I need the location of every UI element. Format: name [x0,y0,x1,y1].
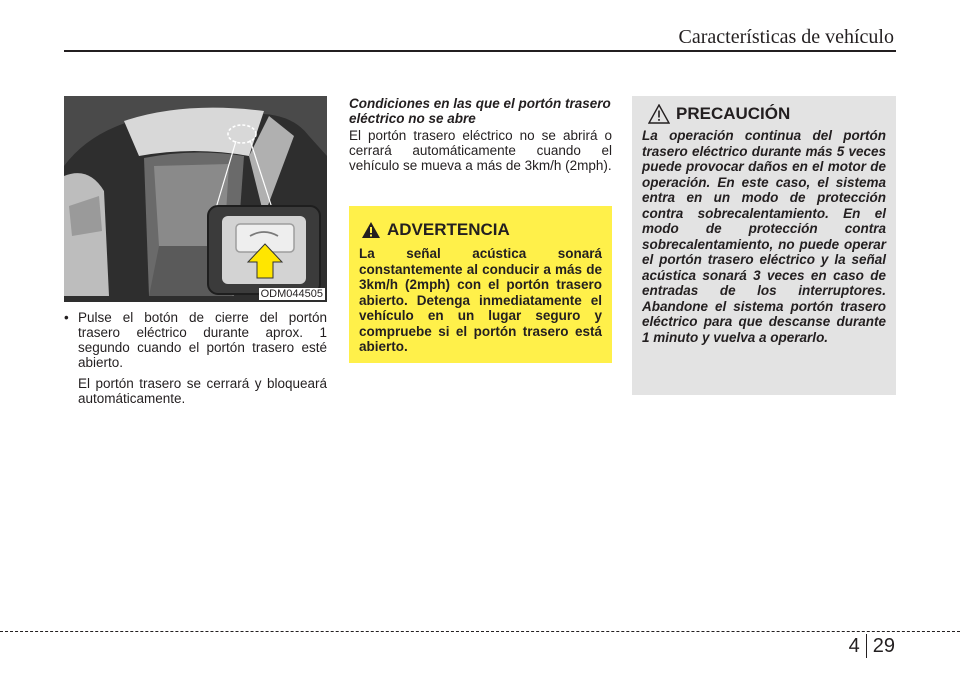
warning-title: ADVERTENCIA [387,220,510,239]
tailgate-illustration [64,96,327,302]
warning-triangle-icon [361,221,381,239]
caution-text: La operación continua del portón trasero eléctrico durante más 5 veces puede provocar daños en el motor de operación. En este caso, el sistema entra en un modo de protección contra sobrecalentamiento. En el modo de protección contra sobrecalentamiento, no puede operar el portón trasero eléctrico y la señal acústica sonará 3 veces en caso de entradas de los interruptores. Abandone el sistema portón trasero eléctrico para que descanse durante 1 minuto y vuelva a operarlo. [642,128,886,345]
warning-text: La señal acústica sonará constantemente al conducir a más de 3km/h (2mph) con el portón trasero abierto. Detenga inmediatamente el vehículo en un lugar seguro y compruebe si el portón trasero está abierto. [359,246,602,354]
caution-title: PRECAUCIÓN [676,104,791,123]
warning-box [349,206,612,363]
header-title: Características de vehículo [678,26,894,48]
page-number-value: 29 [872,634,895,657]
caution-triangle-icon [648,104,670,124]
page-separator [866,634,867,658]
caution-box [632,96,896,395]
bullet-item [64,310,327,370]
instruction-block [64,310,327,406]
header-rule [64,50,896,52]
chapter-number: 4 [848,634,860,657]
tailgate-figure [64,96,327,302]
bullet-marker: • [64,310,69,325]
conditions-heading: Condiciones en las que el portón trasero eléctrico no se abre [349,96,611,126]
instruction-paragraph: Pulse el botón de cierre del portón trasero eléctrico durante aprox. 1 segundo cuando el portón trasero esté abierto. [78,310,327,370]
figure-caption: ODM044505 [260,288,323,300]
instruction-followup: El portón trasero se cerrará y bloqueará automáticamente. [78,376,327,406]
caution-header [648,104,886,124]
warning-header [361,220,602,240]
footer-rule [0,631,960,632]
page-number [849,634,895,658]
conditions-body: El portón trasero eléctrico no se abrirá o cerrará automáticamente cuando el vehículo se mueva a más de 3km/h (2mph). [349,128,612,173]
